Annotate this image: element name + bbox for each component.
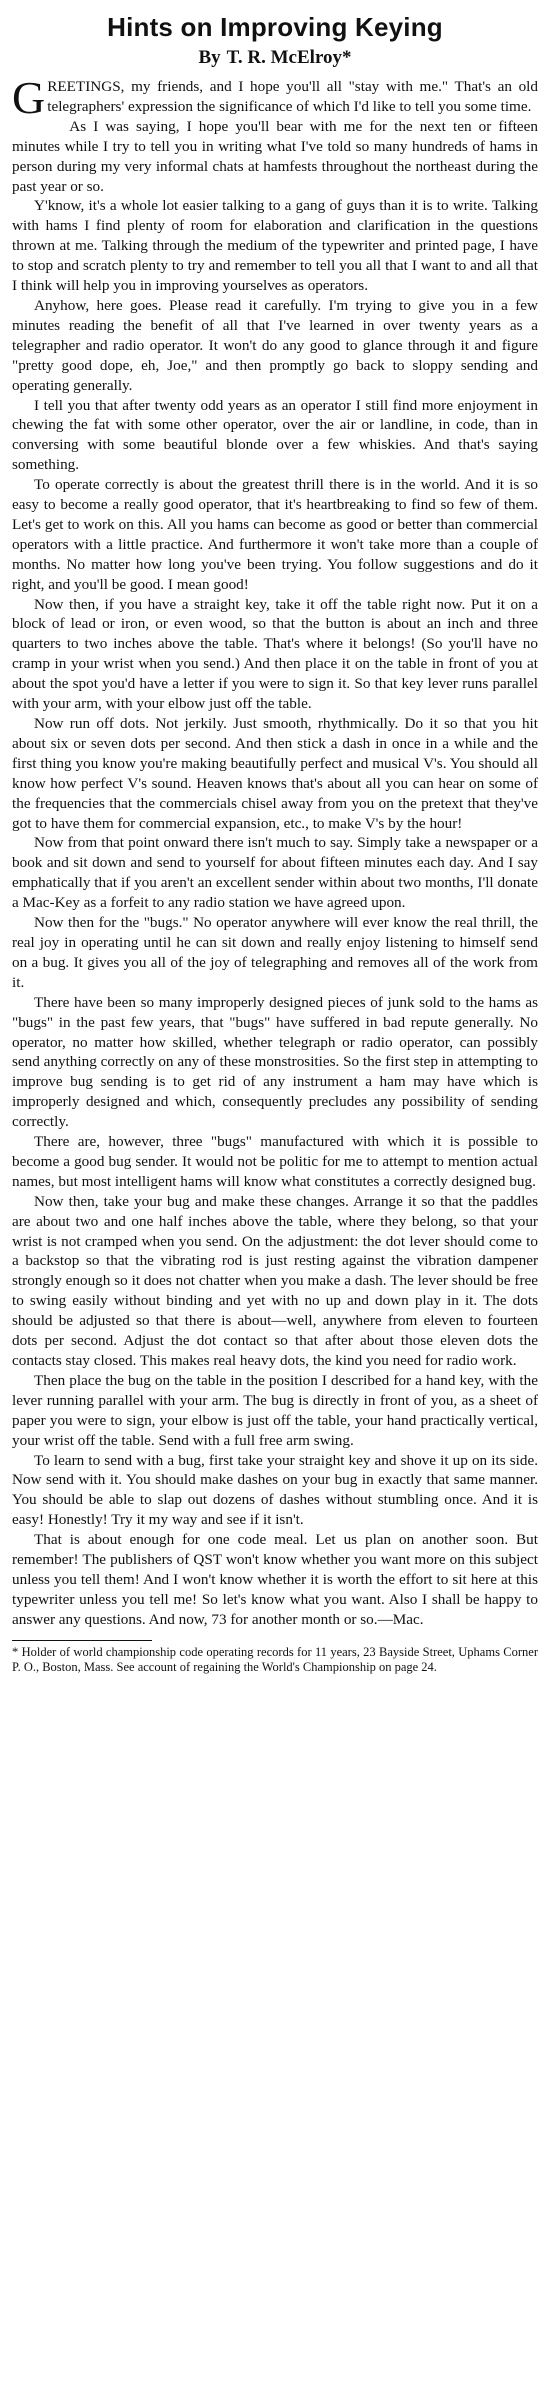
paragraph-text: REETINGS, my friends, and I hope you'll all "stay with me." That's an old telegraphers' expression the significance of which I'd like to tell you some time. <box>47 78 538 115</box>
article-paragraph <box>12 72 538 123</box>
article-paragraph: Now from that point onward there isn't much to say. Simply take a newspaper or a book and sit down and send to yourself for about fifteen minutes each day. And I say emphatically that if you aren't an excellent sender within about two months, I'll donate a Mac-Key as a forfeit to any radio station we have agreed upon. <box>12 834 538 912</box>
article-paragraph: I tell you that after twenty odd years as an operator I still find more enjoyment in chewing the fat with some other operator, over the air or landline, in code, than in conversing with some beautiful blonde over a few whiskies. And that's saying something. <box>12 396 538 474</box>
article-body <box>12 72 538 1630</box>
article-paragraph: Then place the bug on the table in the position I described for a hand key, with the lever running parallel with your arm. The bug is directly in front of you, as a sheet of paper you were to sign, your elbow is just off the table, your hand practically vertical, your wrist off the table. Send with a full free arm swing. <box>12 1371 538 1449</box>
article-paragraph: Y'know, it's a whole lot easier talking to a gang of guys than it is to write. Talking with hams I find plenty of room for elaboration and clarification in the questions thrown at me. Talking through the medium of the typewriter and printed page, I have to stop and scratch plenty to try and remember to tell you all that I want to and all that I think will help you in improving yourselves as operators. <box>12 197 538 295</box>
byline-prefix: By <box>198 47 221 68</box>
article-paragraph: That is about enough for one code meal. Let us plan on another soon. But remember! The publishers of QST won't know whether you want more on this subject unless you tell them! And I won't know whether it is worth the effort to sit here at this typewriter unless you tell me! So let's know what you want. Also I shall be happy to answer any questions. And now, 73 for another month or so.—Mac. <box>12 1531 538 1628</box>
drop-cap: G <box>12 72 46 123</box>
article-paragraph: Now run off dots. Not jerkily. Just smooth, rhythmically. Do it so that you hit about six or seven dots per second. And then stick a dash in once in a while and the first thing you know you're making beautifully perfect and musical V's. You should all know how perfect V's sound. Heaven knows that's about all you can hear on some of the frequencies that the commercials chisel away from you on the pretext that they've got to have them for commercial expansion, etc., to make V's by the hour! <box>12 715 538 832</box>
article-paragraph: Now then for the "bugs." No operator anywhere will ever know the real thrill, the real joy in operating until he can sit down and really enjoy listening to himself send on a bug. It gives you all of the joy of telegraphing and removes all of the work from it. <box>12 914 538 991</box>
author-name: T. R. McElroy* <box>226 47 352 68</box>
footnote: * Holder of world championship code operating records for 11 years, 23 Bayside Street, Uphams Corner P. O., Boston, Mass. See account of regaining the World's Championship on page 24. <box>12 1644 538 1674</box>
article-paragraph: Now then, take your bug and make these changes. Arrange it so that the paddles are about two and one half inches above the table, where they belong, so that your wrist is not cramped when you send. On the adjustment: the dot lever should come to a backstop so that the vibrating rod is just resting against the vibration dampener strongly enough so it does not chatter when you make a dash. The lever should be free to swing easily without binding and yet with no up and down play in it. The dots should be adjusted so that there is about—well, anywhere from eleven to fourteen dots per second. Adjust the dot contact so that after about those eleven dots the contacts stay closed. This makes real heavy dots, the kind you need for radio work. <box>12 1192 538 1369</box>
footnote-divider <box>12 1640 152 1641</box>
article-paragraph: Now then, if you have a straight key, take it off the table right now. Put it on a block of lead or iron, or even wood, so that the button is about an inch and three quarters to two inches above the table. That's where it belongs! (So you'll have no cramp in your wrist when you send.) And then place it on the table in front of you at about the spot you'd have a letter if you were to sign it. So that key lever runs parallel with your arm, with your elbow just off the table. <box>12 595 538 713</box>
article-paragraph: To learn to send with a bug, first take your straight key and shove it up on its side. Now send with it. You should make dashes on your bug in exactly that same manner. You should be able to slap out dozens of dashes without stumbling once. And it is easy! Honestly! Try it my way and see if it isn't. <box>12 1451 538 1529</box>
byline <box>12 47 538 69</box>
article-paragraph: There have been so many improperly designed pieces of junk sold to the hams as "bugs" in the past few years, that "bugs" have suffered in bad repute generally. No operator, no matter how skilled, whether telegraph or radio operator, can possibly send anything correctly on any of these monstrosities. So the first step in attempting to improve bug sending is to get rid of any instrument a ham may have which is improperly designed and which, consequently precludes any possibility of sending correctly. <box>12 993 538 1131</box>
article-paragraph: To operate correctly is about the greatest thrill there is in the world. And it is so easy to become a really good operator, that it's heartbreaking to find so few of them. Let's get to work on this. All you hams can become as good or better than commercial operators with a little practice. And furthermore it won't take more than a couple of months. No matter how long you've been trying. You follow suggestions and do it right, and you'll be good. I mean good! <box>12 476 538 593</box>
article-title: Hints on Improving Keying <box>107 12 443 42</box>
article-paragraph: Anyhow, here goes. Please read it carefully. I'm trying to give you in a few minutes reading the benefit of all that I've learned in over twenty years as a telegrapher and radio operator. It won't do any good to glance through it and figure "pretty good dope, eh, Joe," and then promptly go back to sloppy sending and operating generally. <box>12 296 538 394</box>
article-paragraph: There are, however, three "bugs" manufactured with which it is possible to become a good bug sender. It would not be politic for me to attempt to mention actual names, but most intelligent hams will know what constitutes a correctly designed bug. <box>12 1133 538 1190</box>
article-paragraph: As I was saying, I hope you'll bear with me for the next ten or fifteen minutes while I try to tell you in writing what I've told so many hundreds of hams in person during my very informal chats at hamfests throughout the northeast during the past year or so. <box>12 117 538 195</box>
